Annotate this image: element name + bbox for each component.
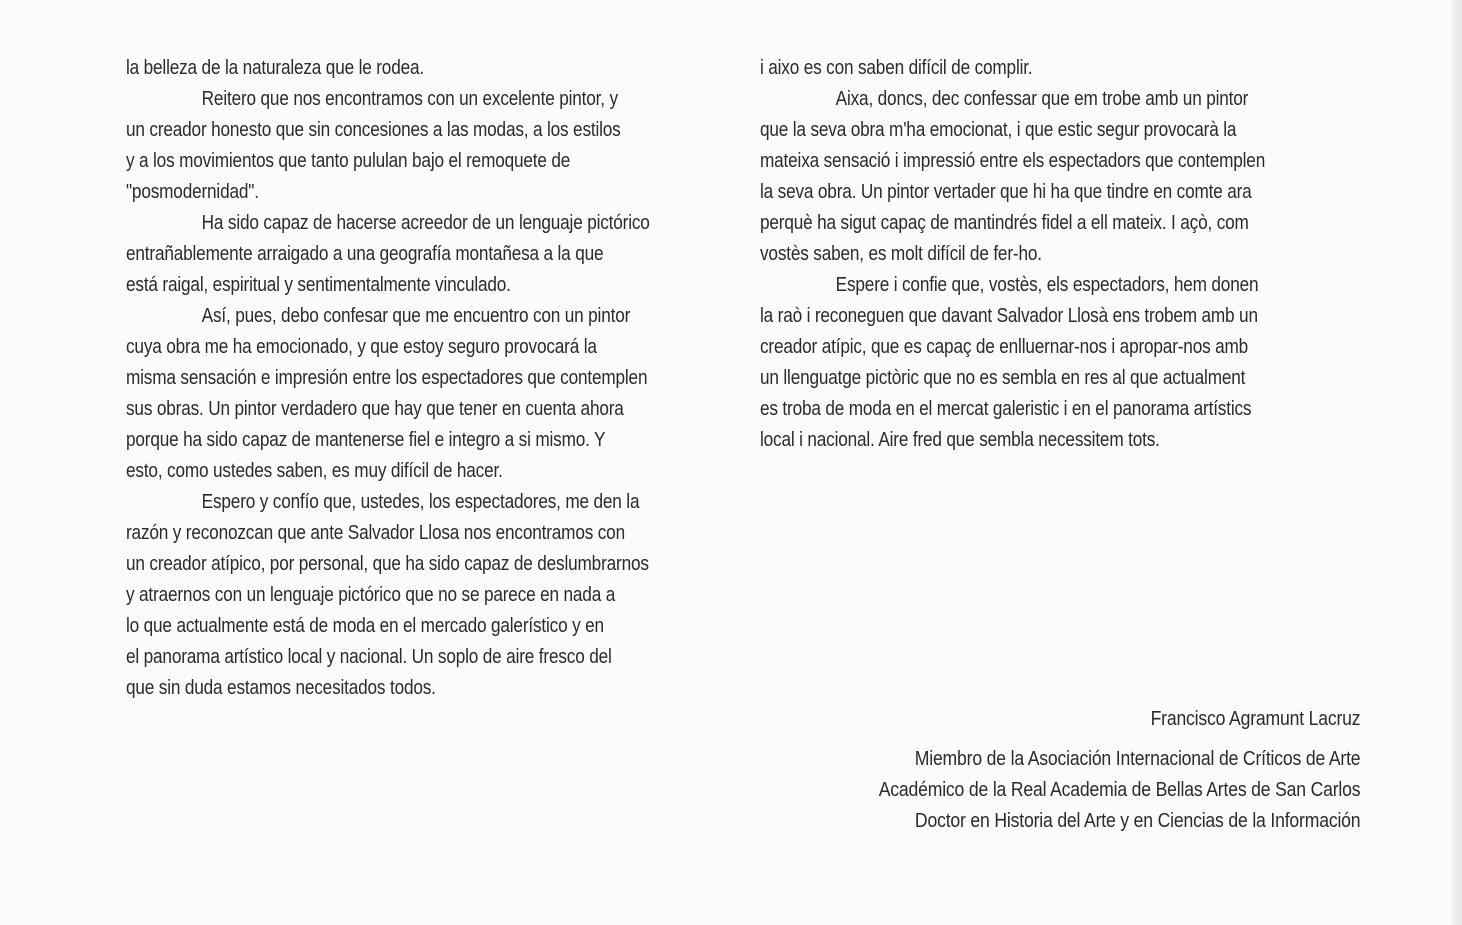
author-signature	[878, 704, 1360, 837]
text-line: razón y reconozcan que ante Salvador Llosa nos encontramos con	[126, 522, 625, 544]
text-line: perquè ha sigut capaç de mantindrés fidel a ell mateix. I açò, com	[760, 212, 1249, 234]
text-line: que sin duda estamos necesitados todos.	[126, 677, 436, 699]
text-line: un creador honesto que sin concesiones a las modas, a los estilos	[126, 119, 621, 141]
text-line: porque ha sido capaz de mantenerse fiel e integro a si mismo. Y	[126, 429, 606, 451]
author-title: Académico de la Real Academia de Bellas Artes de San Carlos	[878, 779, 1360, 801]
text-line: entrañablemente arraigado a una geografía montañesa a la que	[126, 243, 604, 265]
text-line: local i nacional. Aire fred que sembla necessitem tots.	[760, 429, 1160, 451]
text-line: sus obras. Un pintor verdadero que hay que tener en cuenta ahora	[126, 398, 624, 420]
text-line: el panorama artístico local y nacional. Un soplo de aire fresco del	[126, 646, 612, 668]
text-line: un creador atípico, por personal, que ha sido capaz de deslumbrarnos	[126, 553, 649, 575]
text-line: vostès saben, es molt difícil de fer-ho.	[760, 243, 1042, 265]
text-line: la belleza de la naturaleza que le rodea.	[126, 57, 424, 79]
text-line: Reitero que nos encontramos con un excelente pintor, y	[201, 88, 618, 110]
text-line: misma sensación e impresión entre los espectadores que contemplen	[126, 367, 648, 389]
text-line: Espere i confie que, vostès, els espectadors, hem donen	[835, 274, 1259, 296]
text-line: Espero y confío que, ustedes, los espectadores, me den la	[201, 491, 640, 513]
author-title: Miembro de la Asociación Internacional de Críticos de Arte	[914, 748, 1360, 770]
text-line: que la seva obra m'ha emocionat, i que estic segur provocarà la	[760, 119, 1237, 141]
text-line: esto, como ustedes saben, es muy difícil de hacer.	[126, 460, 503, 482]
text-line: creador atípic, que es capaç de enlluernar-nos i apropar-nos amb	[760, 336, 1249, 358]
text-line: y atraernos con un lenguaje pictórico que no se parece en nada a	[126, 584, 616, 606]
text-line: está raigal, espiritual y sentimentalmente vinculado.	[126, 274, 511, 296]
text-line: i aixo es con saben difícil de complir.	[760, 57, 1033, 79]
text-line: Aixa, doncs, dec confessar que em trobe amb un pintor	[835, 88, 1249, 110]
text-line: cuya obra me ha emocionado, y que estoy seguro provocará la	[126, 336, 597, 358]
text-line: es troba de moda en el mercat galeristic i en el panorama artístics	[760, 398, 1252, 420]
text-line: la raò i reconeguen que davant Salvador Llosà ens trobem amb un	[760, 305, 1258, 327]
author-title: Doctor en Historia del Arte y en Ciencias de la Información	[914, 810, 1360, 832]
right-text-column	[760, 53, 1353, 456]
text-line: lo que actualmente está de moda en el mercado galerístico y en	[126, 615, 604, 637]
text-line: Ha sido capaz de hacerse acreedor de un lenguaje pictórico	[201, 212, 650, 234]
author-name: Francisco Agramunt Lacruz	[1150, 708, 1360, 730]
text-line: Así, pues, debo confesar que me encuentro con un pintor	[201, 305, 631, 327]
page-edge	[1452, 0, 1462, 925]
text-line: mateixa sensació i impressió entre els espectadors que contemplen	[760, 150, 1266, 172]
text-line: la seva obra. Un pintor vertader que hi ha que tindre en comte ara	[760, 181, 1252, 203]
left-text-column	[126, 53, 651, 704]
text-line: un llenguatge pictòric que no es sembla en res al que actualment	[760, 367, 1246, 389]
text-line: "posmodernidad".	[126, 181, 259, 203]
text-line: y a los movimientos que tanto pululan bajo el remoquete de	[126, 150, 571, 172]
